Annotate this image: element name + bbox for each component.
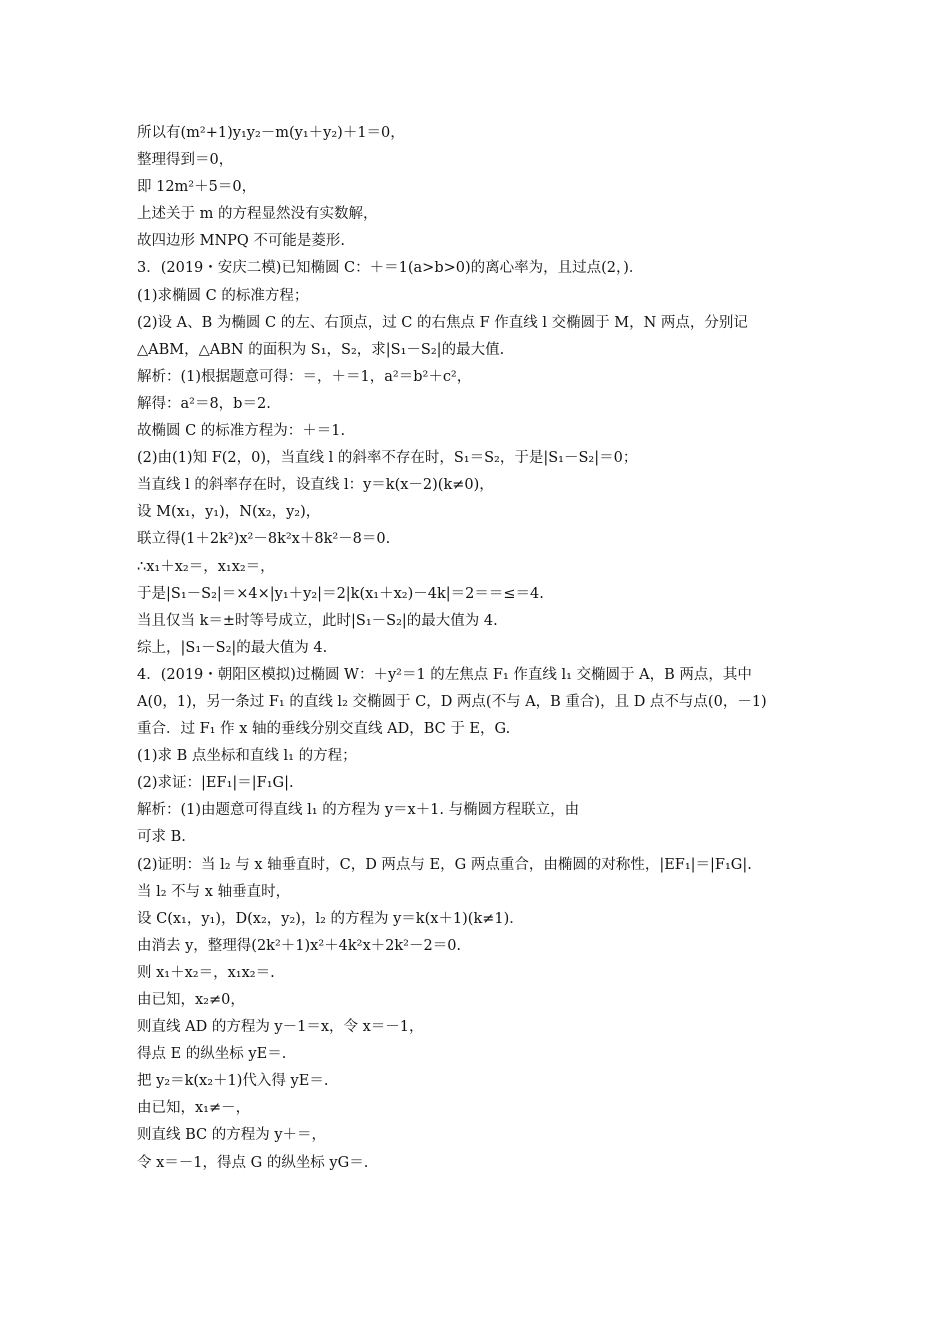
text-line: 由已知，x₁≠－， — [137, 1100, 251, 1117]
text-line: 由已知，x₂≠0， — [137, 992, 245, 1008]
text-line: 联立得(1＋2k²)x²－8k²x＋8k²－8＝0. — [137, 531, 391, 548]
text-line: (1)求 B 点坐标和直线 l₁ 的方程； — [137, 748, 357, 765]
text-line: (2)求证：|EF₁|＝|F₁G|. — [137, 775, 294, 792]
text-line: 则直线 AD 的方程为 y－1＝x，令 x＝－1， — [137, 1019, 424, 1036]
text-line: (2)设 A、B 为椭圆 C 的左、右顶点，过 C 的右焦点 F 作直线 l 交椭圆于 M，N 两点，分别记 — [137, 314, 748, 331]
document-body — [137, 120, 827, 1177]
text-line: (2)由(1)知 F(2，0)，当直线 l 的斜率不存在时，S₁＝S₂，于是|S₁－S₂|＝0； — [137, 450, 638, 467]
text-line: (2)证明：当 l₂ 与 x 轴垂直时，C，D 两点与 E，G 两点重合，由椭圆的对称性，|EF₁|＝|F₁G|. — [137, 856, 752, 873]
text-line: 当且仅当 k＝±时等号成立，此时|S₁－S₂|的最大值为 4. — [137, 612, 498, 629]
problem-4-heading: 4．(2019・朝阳区模拟)过椭圆 W：＋y²＝1 的左焦点 F₁ 作直线 l₁ 交椭圆于 A，B 两点，其中 — [137, 666, 752, 683]
text-line: 由消去 y，整理得(2k²＋1)x²＋4k²x＋2k²－2＝0. — [137, 937, 462, 954]
text-line: 于是|S₁－S₂|＝×4×|y₁＋y₂|＝2|k(x₁＋x₂)－4k|＝2＝＝≤＝4. — [137, 585, 544, 602]
text-line: 整理得到＝0， — [137, 152, 234, 169]
text-line: A(0，1)，另一条过 F₁ 的直线 l₂ 交椭圆于 C，D 两点(不与 A，B 重合)，且 D 点不与点(0，－1) — [137, 693, 767, 710]
text-line: 当 l₂ 不与 x 轴垂直时， — [137, 883, 291, 900]
text-line: 所以有(m²+1)y₁y₂－m(y₁＋y₂)＋1＝0， — [137, 125, 405, 141]
text-line: 故椭圆 C 的标准方程为：＋＝1. — [137, 423, 346, 440]
text-line: 则直线 BC 的方程为 y＋＝， — [137, 1127, 327, 1144]
text-line: 故四边形 MNPQ 不可能是菱形. — [137, 233, 346, 250]
text-line: 重合．过 F₁ 作 x 轴的垂线分别交直线 AD，BC 于 E，G. — [137, 721, 511, 738]
text-line: 令 x＝－1，得点 G 的纵坐标 yG＝. — [137, 1154, 369, 1171]
text-line: 解析：(1)根据题意可得：＝，＋＝1，a²＝b²＋c²， — [137, 368, 472, 385]
text-line: 解得：a²＝8，b＝2. — [137, 395, 271, 412]
text-line: 当直线 l 的斜率存在时，设直线 l：y＝k(x－2)(k≠0)， — [137, 477, 494, 494]
text-line: 解析：(1)由题意可得直线 l₁ 的方程为 y＝x＋1. 与椭圆方程联立，由 — [137, 802, 580, 819]
text-line: (1)求椭圆 C 的标准方程； — [137, 287, 309, 304]
text-line: 即 12m²＋5＝0， — [137, 179, 257, 196]
text-line: 设 M(x₁，y₁)，N(x₂，y₂)， — [137, 504, 321, 521]
text-line: 综上，|S₁－S₂|的最大值为 4. — [137, 639, 328, 656]
problem-3-heading: 3．(2019・安庆二模)已知椭圆 C：＋＝1(a>b>0)的离心率为，且过点(2，)． — [137, 260, 644, 277]
text-line: 把 y₂＝k(x₂＋1)代入得 yE＝. — [137, 1073, 329, 1090]
text-line: 设 C(x₁，y₁)，D(x₂，y₂)，l₂ 的方程为 y＝k(x＋1)(k≠1)． — [137, 910, 524, 927]
text-line: 上述关于 m 的方程显然没有实数解， — [137, 206, 378, 223]
text-line: 得点 E 的纵坐标 yE＝. — [137, 1046, 287, 1063]
text-line: 则 x₁＋x₂＝，x₁x₂＝. — [137, 964, 275, 981]
text-line: ∴x₁＋x₂＝，x₁x₂＝， — [137, 558, 275, 575]
text-line: 可求 B. — [137, 829, 186, 846]
text-line: △ABM，△ABN 的面积为 S₁，S₂，求|S₁－S₂|的最大值. — [137, 341, 505, 358]
